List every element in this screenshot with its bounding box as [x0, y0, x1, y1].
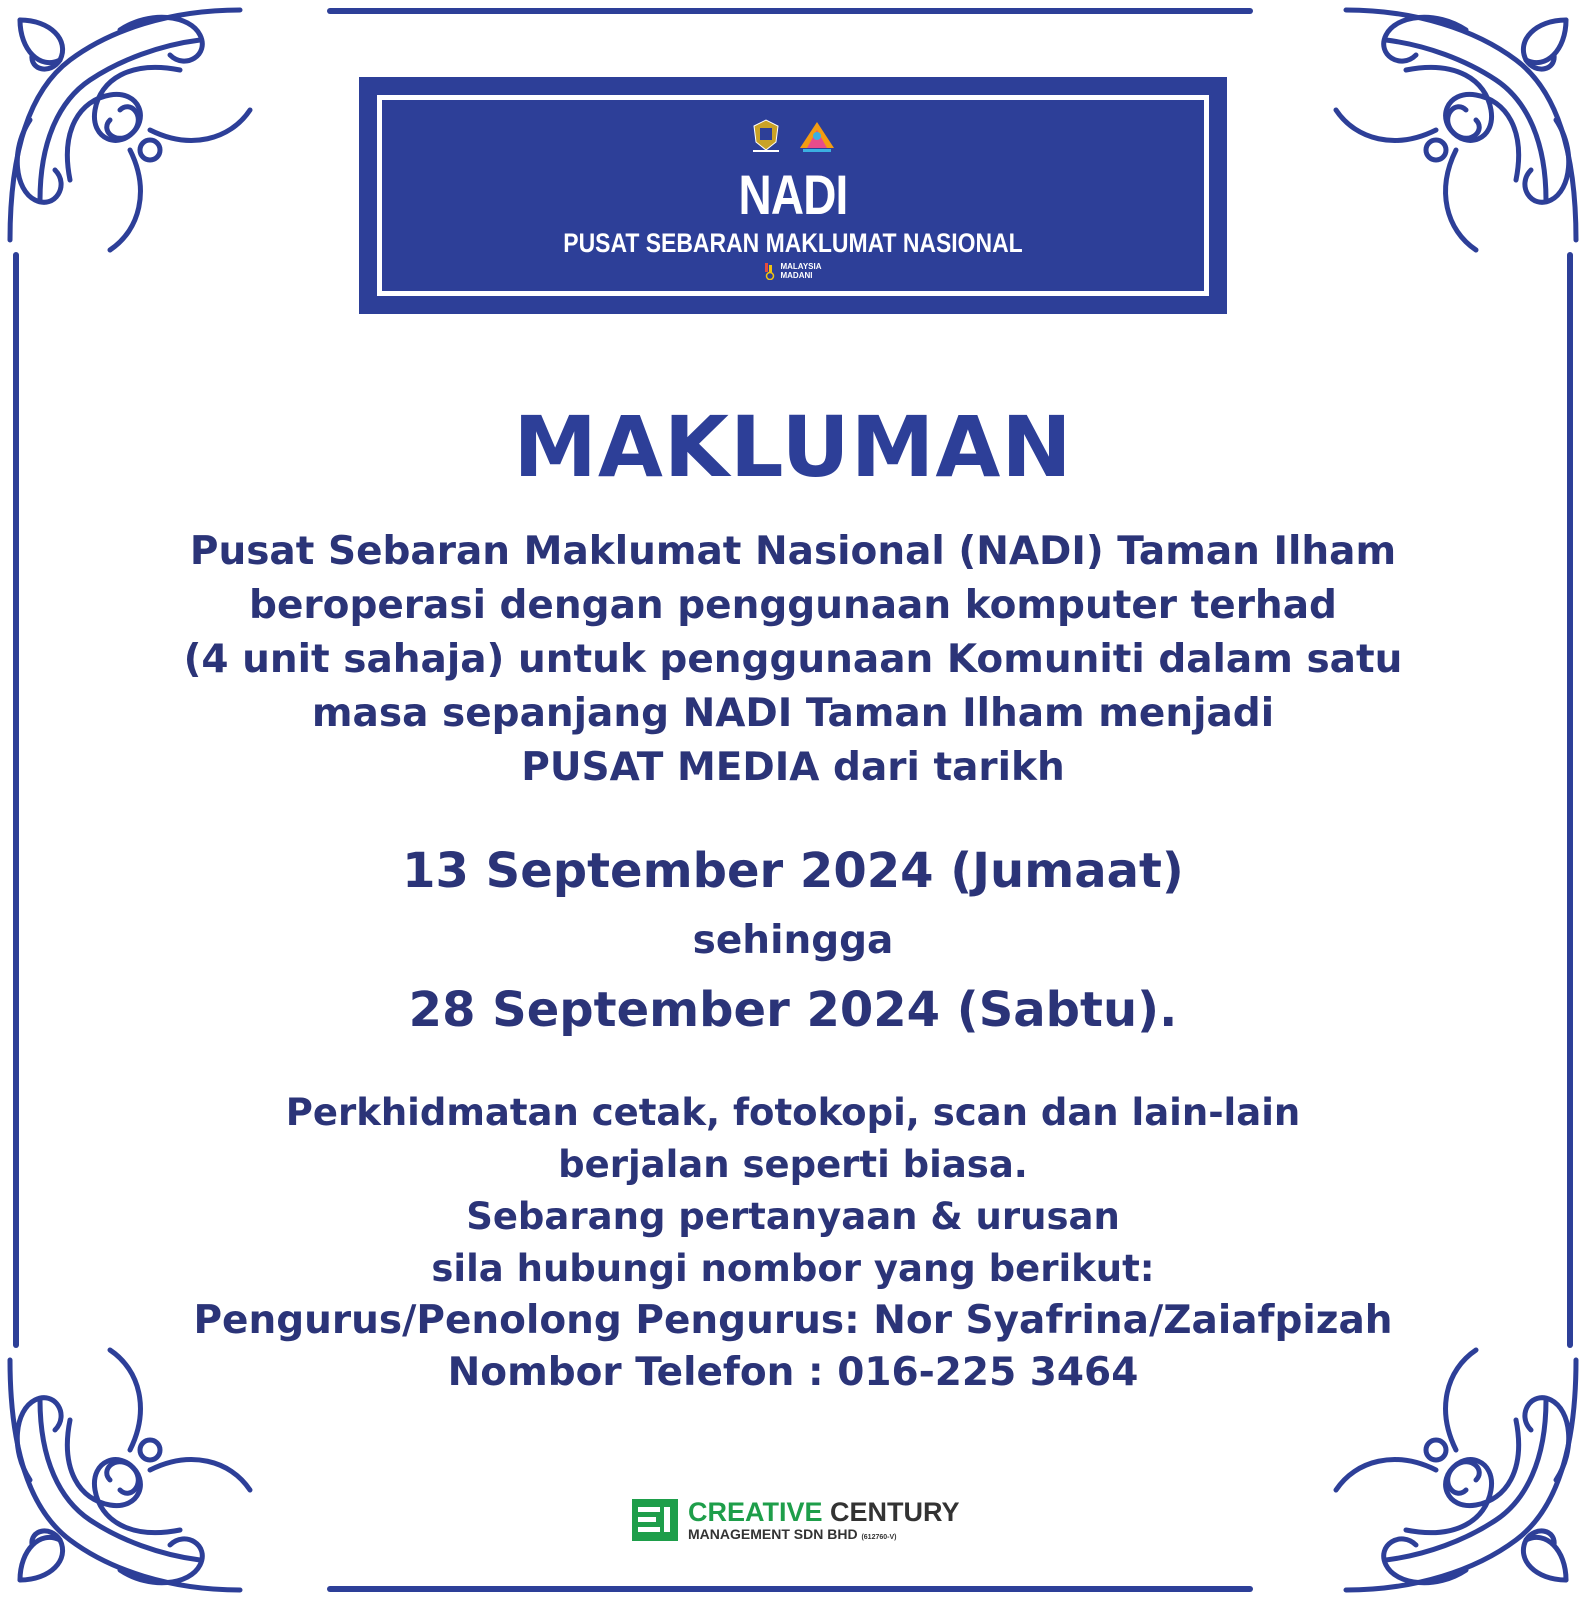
banner-title: NADI: [738, 163, 848, 226]
date-connector: sehingga: [692, 918, 894, 963]
badge-line-1: MALAYSIA: [780, 262, 822, 271]
company-logo-mark: [632, 1499, 678, 1541]
paragraph-line: (4 unit sahaja) untuk penggunaan Komuniti dalam satu: [183, 637, 1403, 682]
coat-of-arms-logo: [749, 118, 783, 154]
service-info: [80, 1087, 1506, 1399]
company-name: [688, 1498, 960, 1526]
banner-frame: [377, 95, 1209, 296]
phone-number: 016-225 3464: [837, 1350, 1139, 1395]
contact-label: Pengurus/Penolong Pengurus:: [193, 1298, 874, 1343]
company-subtitle: [688, 1526, 960, 1542]
company-logo: [632, 1498, 960, 1542]
contact-line: [80, 1295, 1506, 1347]
paragraph-line: Pusat Sebaran Maklumat Nasional (NADI) Taman Ilham: [189, 529, 1397, 574]
madani-logo-icon: [764, 262, 776, 280]
service-line: Perkhidmatan cetak, fotokopi, scan dan lain-lain: [285, 1091, 1301, 1134]
malaysia-madani-badge: [382, 262, 1204, 280]
paragraph-line: masa sepanjang NADI Taman Ilham menjadi: [311, 691, 1275, 736]
contact-names: Nor Syafrina/Zaiafpizah: [873, 1298, 1393, 1343]
notice-heading: MAKLUMAN: [513, 398, 1073, 496]
paragraph-line: beroperasi dengan penggunaan komputer terhad: [249, 583, 1337, 628]
company-reg-no: (612760-V): [861, 1534, 897, 1541]
header-banner: [359, 77, 1227, 314]
notice-paragraph: [100, 525, 1486, 795]
company-name-part: CENTURY: [830, 1497, 960, 1527]
start-date: 13 September 2024 (Jumaat): [402, 843, 1184, 899]
agency-logos: [382, 118, 1204, 158]
badge-line-2: MADANI: [780, 271, 813, 280]
end-date: 28 September 2024 (Sabtu).: [408, 982, 1178, 1038]
agency-triangle-logo: [797, 118, 837, 154]
service-line: Sebarang pertanyaan & urusan: [466, 1195, 1120, 1238]
service-line: berjalan seperti biasa.: [558, 1143, 1028, 1186]
paragraph-line: PUSAT MEDIA dari tarikh: [521, 745, 1065, 790]
service-line: sila hubungi nombor yang berikut:: [431, 1247, 1155, 1290]
company-name-part: CREATIVE: [688, 1497, 823, 1527]
phone-label: Nombor Telefon :: [447, 1350, 838, 1395]
company-sub-text: MANAGEMENT SDN BHD: [688, 1526, 858, 1542]
phone-line: [80, 1347, 1506, 1399]
banner-subtitle: PUSAT SEBARAN MAKLUMAT NASIONAL: [563, 228, 1023, 258]
